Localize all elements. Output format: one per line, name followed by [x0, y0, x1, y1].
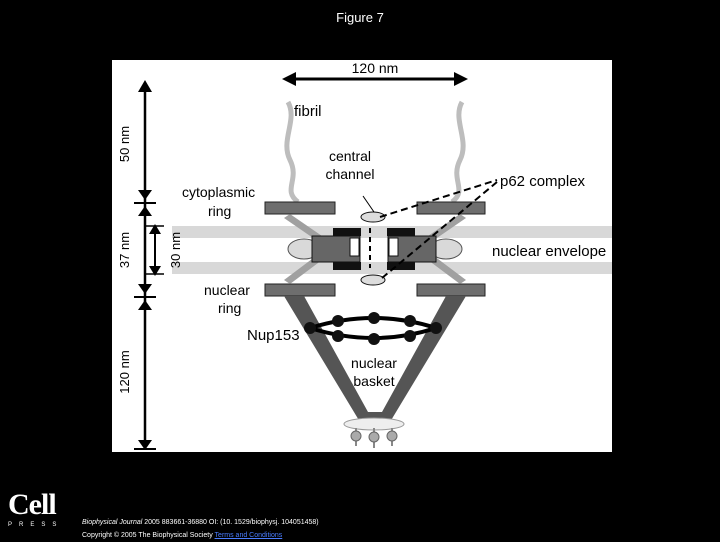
- spoke-cap-right-top: [387, 228, 415, 236]
- fibril-right: [452, 102, 463, 202]
- label-nup153: Nup153: [247, 327, 300, 344]
- label-dim-120: 120 nm: [117, 350, 132, 394]
- dim-head-120-top: [138, 300, 152, 310]
- central-plug-bottom: [361, 275, 385, 285]
- cell-press-logo: [8, 490, 68, 530]
- citation-rest: 2005 883661-36880 OI: (10. 1529/biophysj. 104051458): [142, 519, 319, 526]
- citation-block: [82, 516, 319, 542]
- dim-head-37-bottom: [138, 284, 152, 294]
- width-arrow-left-head: [282, 72, 296, 86]
- nup153-bead: [368, 312, 380, 324]
- copyright-text: Copyright © 2005 The Biophysical Society: [82, 532, 213, 539]
- cytoplasmic-ring-right: [417, 202, 485, 214]
- label-nuclear-envelope: nuclear envelope: [492, 243, 607, 260]
- nup153-bead: [368, 333, 380, 345]
- nup153-bead: [430, 322, 442, 334]
- copyright-line: [82, 529, 319, 542]
- label-cyto-ring-1: cytoplasmic: [182, 184, 256, 200]
- label-cyto-ring-2: ring: [208, 203, 232, 219]
- distal-pins: [351, 428, 397, 448]
- label-dim-37: 37 nm: [117, 231, 132, 269]
- central-channel-pointer: [363, 196, 374, 212]
- spoke-cap-left-top: [333, 228, 361, 236]
- journal-name: Biophysical Journal: [82, 519, 143, 526]
- cytoplasmic-ring-left: [265, 202, 335, 214]
- label-nuclear-ring-1: nuclear: [204, 282, 250, 298]
- logo-sub: PRESS: [8, 522, 64, 528]
- dim-head-50-bottom: [138, 190, 152, 200]
- spoke-cap-left-bottom: [333, 262, 361, 270]
- channel-wall-left: [350, 238, 359, 256]
- nup153-bead: [332, 330, 344, 342]
- dim-head-top: [138, 80, 152, 92]
- channel-wall-right: [389, 238, 398, 256]
- dim-head-37-top: [138, 206, 152, 216]
- label-central-1: central: [328, 148, 372, 164]
- label-nuclear-ring-2: ring: [218, 300, 242, 316]
- citation-line: [82, 516, 319, 529]
- nup153-bead: [404, 330, 416, 342]
- label-dim-50: 50 nm: [117, 125, 132, 163]
- label-width-top: 120 nm: [351, 60, 399, 76]
- label-fibril: fibril: [294, 103, 322, 120]
- nuclear-ring-left: [265, 284, 335, 296]
- logo-word: Cell: [8, 488, 56, 521]
- nup153-bead: [404, 315, 416, 327]
- label-central-2: channel: [325, 166, 375, 182]
- label-p62: p62 complex: [500, 173, 586, 190]
- nup153-bead: [304, 322, 316, 334]
- figure-title: Figure 7: [336, 10, 384, 25]
- nuclear-ring-right: [417, 284, 485, 296]
- width-arrow-right-head: [454, 72, 468, 86]
- nup153-bead: [332, 315, 344, 327]
- label-dim-30: 30 nm: [168, 231, 183, 269]
- terms-link[interactable]: Terms and Conditions: [214, 532, 283, 539]
- label-basket-1: nuclear: [351, 355, 397, 371]
- npc-diagram: [112, 60, 612, 452]
- label-basket-2: basket: [353, 373, 395, 389]
